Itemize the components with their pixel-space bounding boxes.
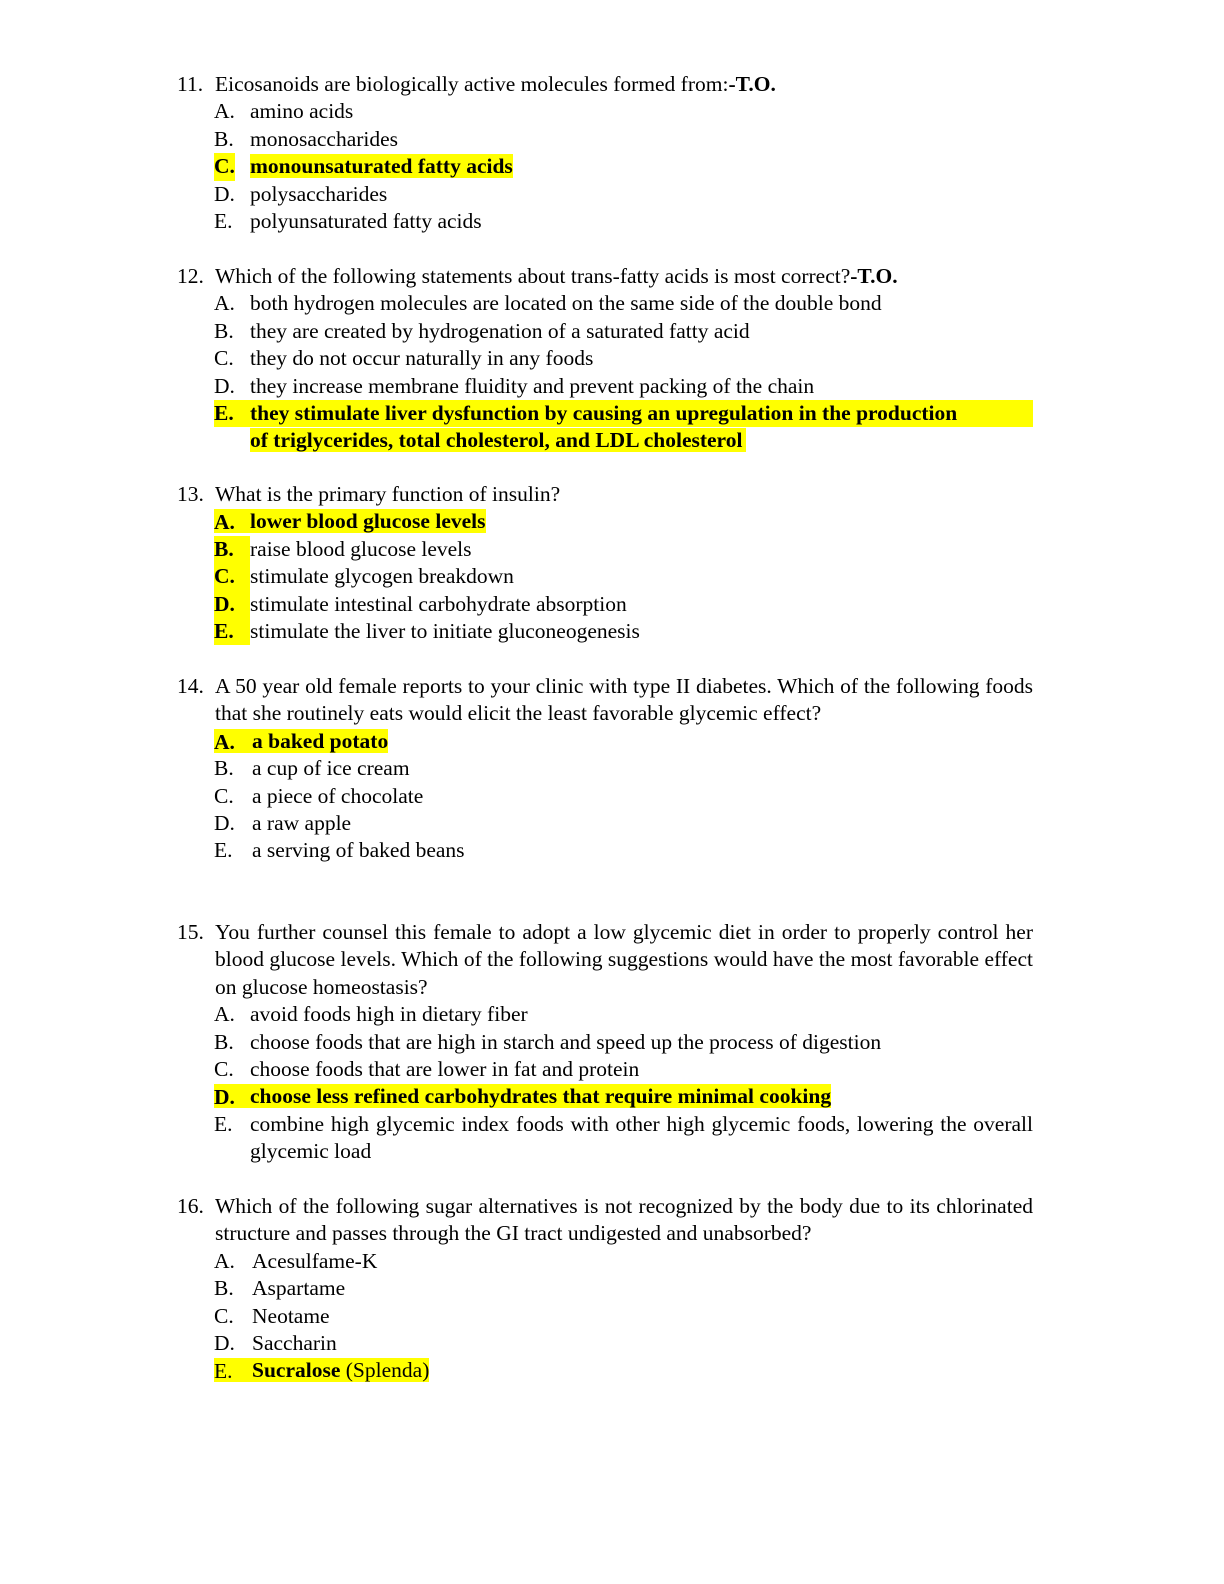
question-number: 16.: [177, 1194, 204, 1218]
question-stem: What is the primary function of insulin?: [215, 482, 561, 506]
option-text: avoid foods high in dietary fiber: [250, 1002, 528, 1027]
option-letter: E.: [214, 618, 250, 645]
option-text: lower blood glucose levels: [250, 509, 486, 534]
question-text: [215, 1193, 1033, 1248]
option-text: a baked potato: [252, 728, 389, 753]
option-text-line-2: of triglycerides, total cholesterol, and LDL cholesterol: [250, 428, 746, 452]
answer-option-a: [214, 98, 1033, 125]
answer-option-e: [214, 1111, 1033, 1166]
answer-option-e: [214, 208, 1033, 235]
option-text: Aspartame: [252, 1276, 346, 1301]
option-text: choose foods that are high in starch and speed up the process of digestion: [250, 1029, 882, 1054]
option-letter: B.: [214, 1029, 234, 1054]
option-text: Sucralose: [252, 1358, 341, 1383]
highlighted-answer: [214, 1084, 831, 1108]
question-16: [177, 1193, 1033, 1385]
answer-option-b: [214, 536, 1033, 563]
option-text: stimulate glycogen breakdown: [250, 564, 514, 589]
option-text: both hydrogen molecules are located on the same side of the double bond: [250, 291, 882, 316]
option-text: stimulate the liver to initiate gluconeogenesis: [250, 619, 640, 644]
option-text-line-1: they stimulate liver dysfunction by causing an upregulation in the production: [250, 401, 958, 426]
answer-options: [177, 98, 1033, 235]
option-text: they are created by hydrogenation of a saturated fatty acid: [250, 318, 750, 343]
question-stem: A 50 year old female reports to your clinic with type II diabetes. Which of the following foods that she routinely eats would elicit the least favorable glycemic effect?: [215, 674, 1033, 726]
question-stem: Which of the following statements about trans-fatty acids is most correct?: [215, 264, 851, 288]
highlighted-answer: [214, 1358, 429, 1382]
option-letter: D.: [214, 591, 250, 618]
answer-option-d: [214, 1083, 1033, 1110]
option-letter: C.: [214, 1303, 234, 1328]
answer-option-d: [214, 181, 1033, 208]
answer-option-e: [214, 618, 1033, 645]
answer-option-e: [214, 400, 1033, 455]
option-text: a piece of chocolate: [252, 783, 424, 808]
option-letter: D.: [214, 811, 235, 836]
option-text: stimulate intestinal carbohydrate absorption: [250, 591, 627, 616]
option-letter: A.: [214, 729, 235, 754]
highlighted-answer: [214, 509, 486, 533]
option-text: monounsaturated fatty acids: [250, 154, 513, 179]
option-letter: B.: [214, 536, 250, 563]
question-number: 15.: [177, 920, 204, 944]
answer-option-d: [214, 373, 1033, 400]
option-text: a serving of baked beans: [252, 838, 465, 863]
question-number: 14.: [177, 674, 204, 698]
answer-option-c: [214, 783, 1033, 810]
question-13: [177, 481, 1033, 645]
question-text: [215, 673, 1033, 728]
answer-option-b: [214, 318, 1033, 345]
option-letter: E.: [214, 1359, 233, 1384]
question-12: [177, 263, 1033, 455]
option-note: (Splenda): [340, 1358, 430, 1383]
answer-option-c: [214, 563, 1033, 590]
answer-option-c: [214, 153, 1033, 180]
question-stem: You further counsel this female to adopt a low glycemic diet in order to properly control her blood glucose levels. Which of the following suggestions would have the most favorable effect on glucose homeostasis?: [215, 920, 1033, 999]
option-text: they increase membrane fluidity and prevent packing of the chain: [250, 373, 815, 398]
answer-option-d: [214, 1330, 1033, 1357]
question-11: [177, 71, 1033, 235]
answer-option-c: [214, 1056, 1033, 1083]
option-text: monosaccharides: [250, 126, 399, 151]
option-letter: A.: [214, 510, 235, 535]
option-text: polysaccharides: [250, 181, 388, 206]
option-letter: E.: [214, 209, 233, 234]
question-number: 13.: [177, 482, 204, 506]
option-letter: A.: [214, 99, 235, 124]
option-letter: C.: [214, 153, 235, 180]
option-text: choose foods that are lower in fat and protein: [250, 1057, 640, 1082]
answer-option-a: [214, 1001, 1033, 1028]
option-letter: B.: [214, 318, 234, 343]
answer-option-e: [214, 1357, 1033, 1384]
option-letter: E.: [214, 1111, 233, 1136]
option-letter: D.: [214, 1331, 235, 1356]
question-tag: -T.O.: [850, 264, 898, 288]
answer-option-a: [214, 508, 1033, 535]
option-letter: A.: [214, 291, 235, 316]
question-stem: Eicosanoids are biologically active molecules formed from:: [215, 72, 729, 96]
option-letter: A.: [214, 1002, 235, 1027]
option-text: choose less refined carbohydrates that require minimal cooking: [250, 1084, 832, 1109]
question-number: 12.: [177, 264, 204, 288]
option-text: a raw apple: [252, 811, 352, 836]
answer-option-a: [214, 290, 1033, 317]
option-letter: D.: [214, 373, 235, 398]
question-number: 11.: [177, 72, 204, 96]
answer-options: [177, 508, 1033, 645]
answer-option-d: [214, 810, 1033, 837]
answer-options: [177, 728, 1033, 865]
option-letter: D.: [214, 1085, 235, 1110]
question-text: [215, 481, 1033, 508]
highlighted-answer: [214, 729, 388, 753]
answer-option-c: [214, 1303, 1033, 1330]
question-text: [215, 71, 1033, 98]
option-letter: C.: [214, 1057, 234, 1082]
answer-options: [177, 290, 1033, 454]
option-letter: C.: [214, 783, 234, 808]
option-letter: D.: [214, 181, 235, 206]
option-letter: E.: [214, 838, 233, 863]
option-letter: B.: [214, 1276, 234, 1301]
option-letter: B.: [214, 126, 234, 151]
answer-option-b: [214, 1029, 1033, 1056]
option-text: they do not occur naturally in any foods: [250, 346, 594, 371]
answer-option-b: [214, 1275, 1033, 1302]
question-14: [177, 673, 1033, 865]
option-letter: C.: [214, 346, 234, 371]
option-text: a cup of ice cream: [252, 756, 410, 781]
answer-option-a: [214, 728, 1033, 755]
highlighted-answer: [214, 154, 513, 179]
question-tag: -T.O.: [728, 72, 776, 96]
option-letter: B.: [214, 756, 234, 781]
answer-option-b: [214, 126, 1033, 153]
question-stem: Which of the following sugar alternatives is not recognized by the body due to its chlorinated structure and passes through the GI tract undigested and unabsorbed?: [215, 1194, 1033, 1246]
option-text: polyunsaturated fatty acids: [250, 209, 482, 234]
option-text: amino acids: [250, 99, 354, 124]
answer-option-c: [214, 345, 1033, 372]
option-letter: C.: [214, 563, 250, 590]
option-text: Saccharin: [252, 1331, 337, 1356]
option-text: combine high glycemic index foods with other high glycemic foods, lowering the overall glycemic load: [250, 1111, 1033, 1164]
question-text: [215, 263, 1033, 290]
highlighted-answer: [214, 400, 1033, 427]
option-text: raise blood glucose levels: [250, 536, 472, 561]
option-text: Acesulfame-K: [252, 1248, 378, 1273]
answer-option-d: [214, 591, 1033, 618]
question-15: [177, 919, 1033, 1166]
answer-option-a: [214, 1248, 1033, 1275]
question-text: [215, 919, 1033, 1001]
option-text: Neotame: [252, 1303, 330, 1328]
answer-option-b: [214, 755, 1033, 782]
option-letter: E.: [214, 401, 234, 426]
option-letter: A.: [214, 1248, 235, 1273]
answer-option-e: [214, 837, 1033, 864]
answer-options: [177, 1248, 1033, 1385]
answer-options: [177, 1001, 1033, 1165]
